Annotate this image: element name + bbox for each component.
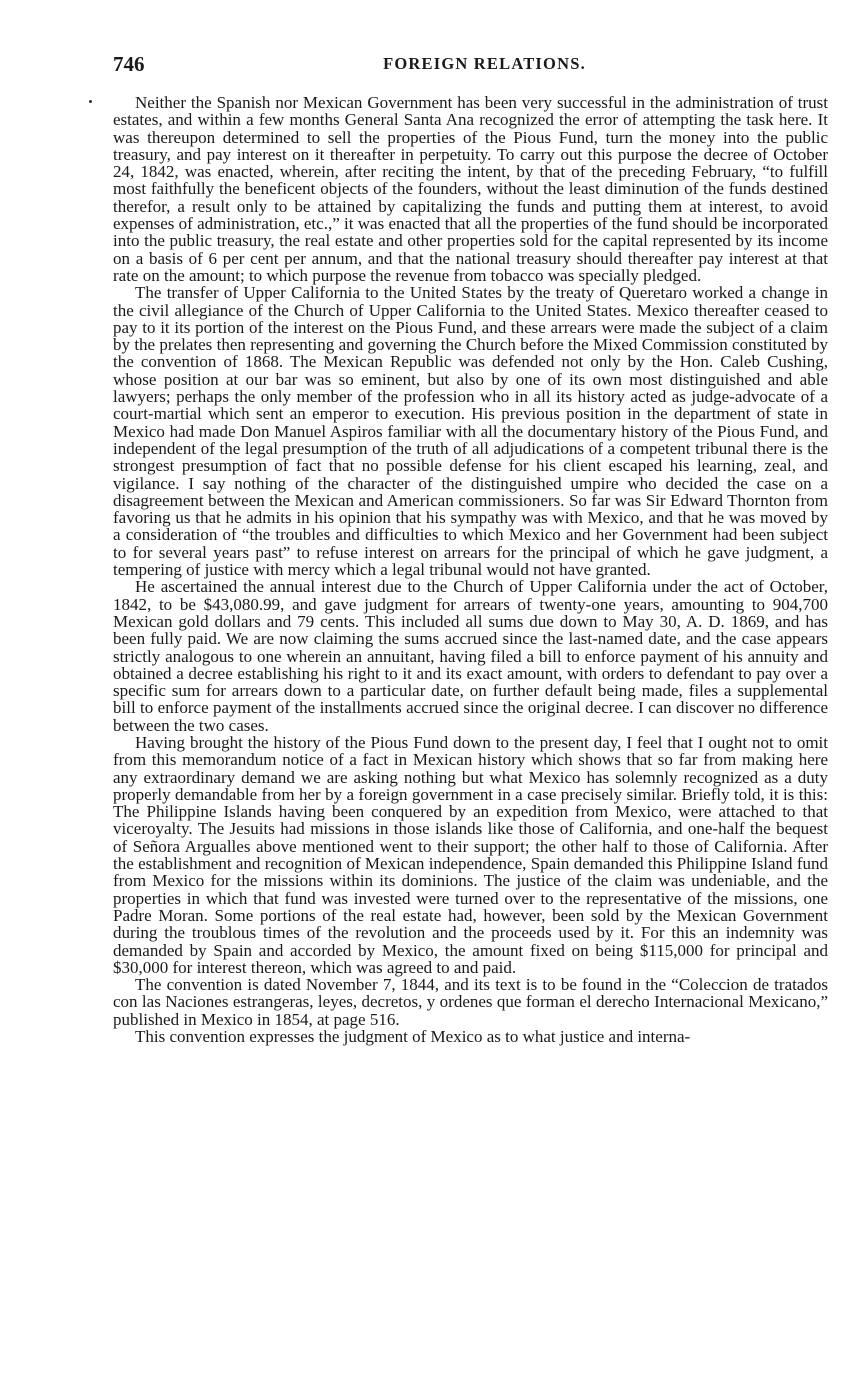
paragraph-philippine-fund: Having brought the history of the Pious Fund down to the present day, I feel that I ought not to omit from this memorandum notice of a fact in Mexican history which shows that so far from making here any extraordinary demand we are asking nothing but what Mexico has solemnly recognized as a duty properly demandable from her by a foreign government in a case precisely similar. Briefly told, it is this: The Philippine Islands having been conquered by an expedition from Mexico, were attached to that viceroyalty. The Jesuits had missions in those islands like those of California, and one-half the bequest of Señora Argualles above mentioned went to their support; the other half to those of California. After the establishment and recognition of Mexican independence, Spain demanded this Philippine Island fund from Mexico for the missions within its dominions. The justice of the claim was undeniable, and the properties in which that fund was invested were turned over to the representative of the missions, one Padre Moran. Some portions of the real estate had, however, been sold by the Mexican Government during the troublous times of the revolution and the proceeds used by it. For this an indemnity was demanded by Spain and accorded by Mexico, the amount fixed on being $115,000 for principal and $30,000 for interest thereon, which was agreed to and paid. <box>113 732 828 977</box>
paragraph-convention-date: The convention is dated November 7, 1844, and its text is to be found in the “Coleccion de tratados con las Naciones estrangeras, leyes, decretos, y ordenes que forman el derecho Internacional Mexicano,” published in Mexico in 1854, at page 516. <box>113 975 828 1029</box>
running-title: FOREIGN RELATIONS. <box>383 54 586 73</box>
running-header <box>113 52 828 82</box>
paragraph-upper-california-transfer: The transfer of Upper California to the United States by the treaty of Queretaro worked a change in the civil allegiance of the Church of Upper California to the United States. Mexico thereafter ceased to pay to it its portion of the interest on the Pious Fund, and these arrears were made the subject of a claim by the prelates then representing and governing the Church before the Mixed Commission constituted by the convention of 1868. The Mexican Republic was defended not only by the Hon. Caleb Cushing, whose position at our bar was so eminent, but also by one of its own most distinguished and able lawyers; perhaps the only member of the profession who in all its history acted as judge-advocate of a court-martial which sent an emperor to execution. His previous position in the department of state in Mexico had made Don Manuel Aspiros familiar with all the documentary history of the Pious Fund, and independent of the legal presumption of the truth of all adjudications of a competent tribunal there is the strongest presumption of fact that no possible defense for his client escaped his learning, zeal, and vigilance. I say nothing of the character of the distinguished umpire who decided the case on a disagreement between the Mexican and American commissioners. So far was Sir Edward Thornton from favoring us that he admits in his opinion that his sympathy was with Mexico, and that he was moved by a consideration of “the troubles and difficulties to which Mexico and her Government had been subject to for several years past” to refuse interest on arrears for the principal of which he gave judgment, a tempering of justice with mercy which a legal tribunal would not have granted. <box>113 283 828 580</box>
paragraph-convention-judgment: This convention expresses the judgment of Mexico as to what justice and interna- <box>135 1027 691 1047</box>
body-text <box>113 94 828 1045</box>
margin-dot <box>89 100 92 103</box>
page-number: 746 <box>113 52 145 76</box>
paragraph-annual-interest-judgment: He ascertained the annual interest due to the Church of Upper California under the act of October, 1842, to be $43,080.99, and gave judgment for arrears of twenty-one years, amounting to 904,700 Mexican gold dollars and 79 cents. This included all sums due down to May 30, A. D. 1869, and has been fully paid. We are now claiming the sums accrued since the last-named date, and the case appears strictly analogous to one wherein an annuitant, having filed a bill to enforce payment of his annuity and obtained a decree establishing his right to it and its exact amount, with orders to defendant to pay over a specific sum for arrears down to a particular date, on further default being made, files a supplemental bill to enforce payment of the installments accrued since the original decree. I can discover no difference between the two cases. <box>113 577 828 735</box>
paragraph-trust-estates: Neither the Spanish nor Mexican Government has been very successful in the administration of trust estates, and within a few months General Santa Ana recognized the error of attempting the task here. It was thereupon determined to sell the properties of the Pious Fund, turn the money into the public treasury, and pay interest on it thereafter in perpetuity. To carry out this purpose the decree of October 24, 1842, was enacted, wherein, after reciting the intent, by that of the preceding February, “to fulfill most faithfully the beneficent objects of the founders, without the least diminution of the funds destined therefor, a result only to be attained by capitalizing the funds and putting them at interest, to avoid expenses of administration, etc.,” it was enacted that all the properties of the fund should be incorporated into the public treasury, the real estate and other properties sold for the capital represented by its income on a basis of 6 per cent per annum, and that the national treasury should thereafter pay interest at that rate on the amount; to which purpose the revenue from tobacco was specially pledged. <box>113 93 828 285</box>
